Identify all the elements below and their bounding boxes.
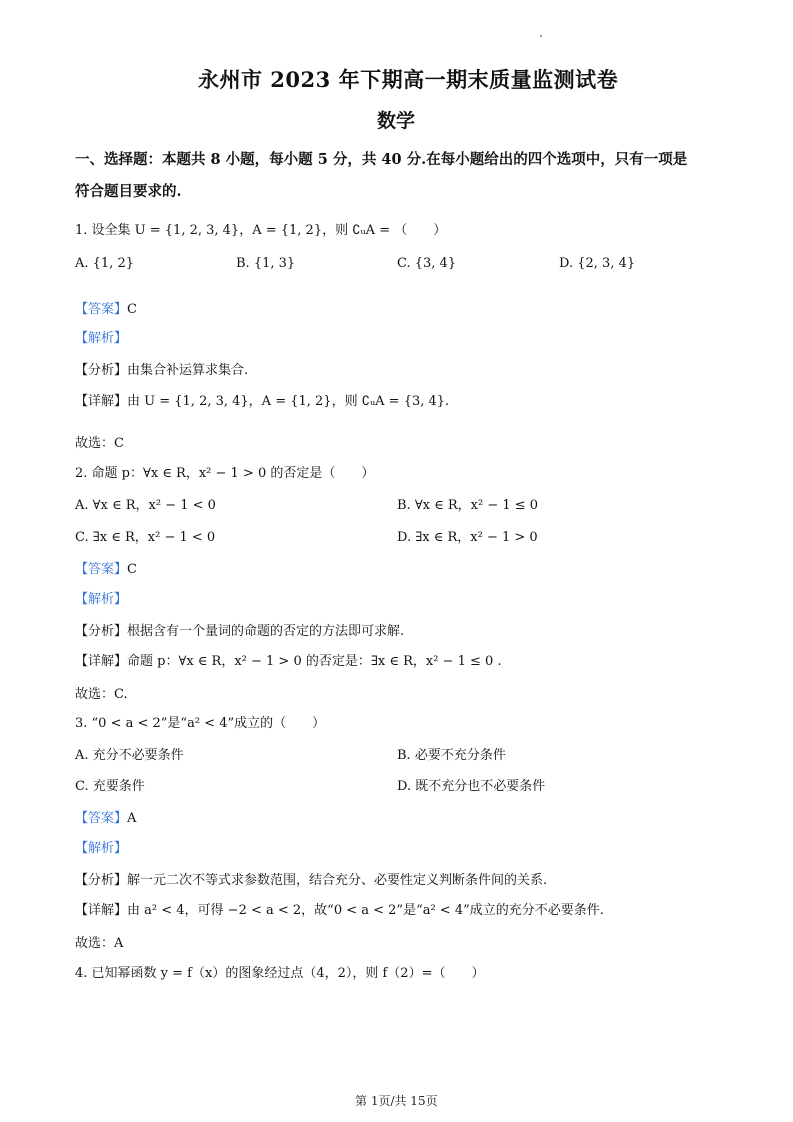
page-subject: 数学 <box>377 110 416 132</box>
q2-analysis-label: 【解析】 <box>75 592 128 607</box>
q1-answer <box>75 298 137 317</box>
q2-xiangjie-text: 命题 p：∀x ∈ R，x² − 1 > 0 的否定是：∃x ∈ R，x² − 1 ≤ 0 . <box>127 654 502 669</box>
q3-analysis-label: 【解析】 <box>75 841 128 856</box>
q1-analysis-label: 【解析】 <box>75 331 128 346</box>
q3-answer-value: A <box>127 811 137 826</box>
q1-xiangjie-text: 由 U = {1, 2, 3, 4}，A = {1, 2}，则 ∁ᵤA = {3, 4}. <box>127 394 450 409</box>
xiangjie-label: 【详解】 <box>75 654 128 669</box>
q3-fenxi-text: 解一元二次不等式求参数范围，结合充分、必要性定义判断条件间的关系. <box>127 873 548 888</box>
xiangjie-label: 【详解】 <box>75 394 128 409</box>
fenxi-label: 【分析】 <box>75 624 128 639</box>
fenxi-label: 【分析】 <box>75 363 128 378</box>
corner-dot-top <box>540 35 542 37</box>
q2-fenxi-text: 根据含有一个量词的命题的否定的方法即可求解. <box>127 624 405 639</box>
q2-answer-value: C <box>127 562 137 577</box>
q3-xiangjie-text: 由 a² < 4，可得 −2 < a < 2，故“0 < a < 2”是“a² < 4”成立的充分不必要条件. <box>127 903 604 918</box>
q2-option-c: C. ∃x ∈ R，x² − 1 < 0 <box>75 530 216 545</box>
q2-conclusion: 故选：C. <box>75 687 128 702</box>
q1-fenxi <box>75 359 248 378</box>
xiangjie-label: 【详解】 <box>75 903 128 918</box>
answer-label: 【答案】 <box>75 562 128 577</box>
q3-option-a: A. 充分不必要条件 <box>75 748 184 763</box>
section-heading-line1: 一、选择题：本题共 8 小题，每小题 5 分，共 40 分.在每小题给出的四个选项中，只有一项是 <box>75 151 688 168</box>
q2-fenxi <box>75 620 404 639</box>
q1-conclusion: 故选：C <box>75 436 124 451</box>
q3-fenxi <box>75 869 547 888</box>
q3-option-d: D. 既不充分也不必要条件 <box>397 779 546 794</box>
q3-xiangjie <box>75 899 604 918</box>
q1-answer-value: C <box>127 302 137 317</box>
answer-label: 【答案】 <box>75 302 128 317</box>
q2-option-b: B. ∀x ∈ R，x² − 1 ≤ 0 <box>397 498 539 513</box>
q2-stem: 2. 命题 p：∀x ∈ R，x² − 1 > 0 的否定是（ ） <box>75 466 375 481</box>
q1-option-d: D. {2, 3, 4} <box>559 256 636 271</box>
page-title: 永州市 2023 年下期高一期末质量监测试卷 <box>198 67 619 92</box>
q3-option-b: B. 必要不充分条件 <box>397 748 506 763</box>
q4-stem: 4. 已知幂函数 y = f（x）的图象经过点（4，2），则 f（2）=（ ） <box>75 966 485 981</box>
q3-stem: 3. “0 < a < 2”是“a² < 4”成立的（ ） <box>75 716 326 731</box>
page-footer: 第 1页/共 15页 <box>355 1094 438 1108</box>
q1-xiangjie <box>75 390 449 409</box>
q3-option-c: C. 充要条件 <box>75 779 145 794</box>
q3-answer <box>75 807 136 826</box>
q1-option-c: C. {3, 4} <box>397 256 457 271</box>
q2-option-d: D. ∃x ∈ R，x² − 1 > 0 <box>397 530 538 545</box>
section-heading-line2: 符合题目要求的. <box>75 183 182 200</box>
q1-stem: 1. 设全集 U = {1, 2, 3, 4}，A = {1, 2}，则 ∁ᵤA = （ ） <box>75 223 447 238</box>
q2-answer <box>75 558 137 577</box>
q1-option-b: B. {1, 3} <box>236 256 296 271</box>
q2-option-a: A. ∀x ∈ R，x² − 1 < 0 <box>75 498 216 513</box>
q2-xiangjie <box>75 650 502 669</box>
q3-conclusion: 故选：A <box>75 936 124 951</box>
answer-label: 【答案】 <box>75 811 128 826</box>
fenxi-label: 【分析】 <box>75 873 128 888</box>
q1-fenxi-text: 由集合补运算求集合. <box>127 363 249 378</box>
q1-option-a: A. {1, 2} <box>75 256 135 271</box>
